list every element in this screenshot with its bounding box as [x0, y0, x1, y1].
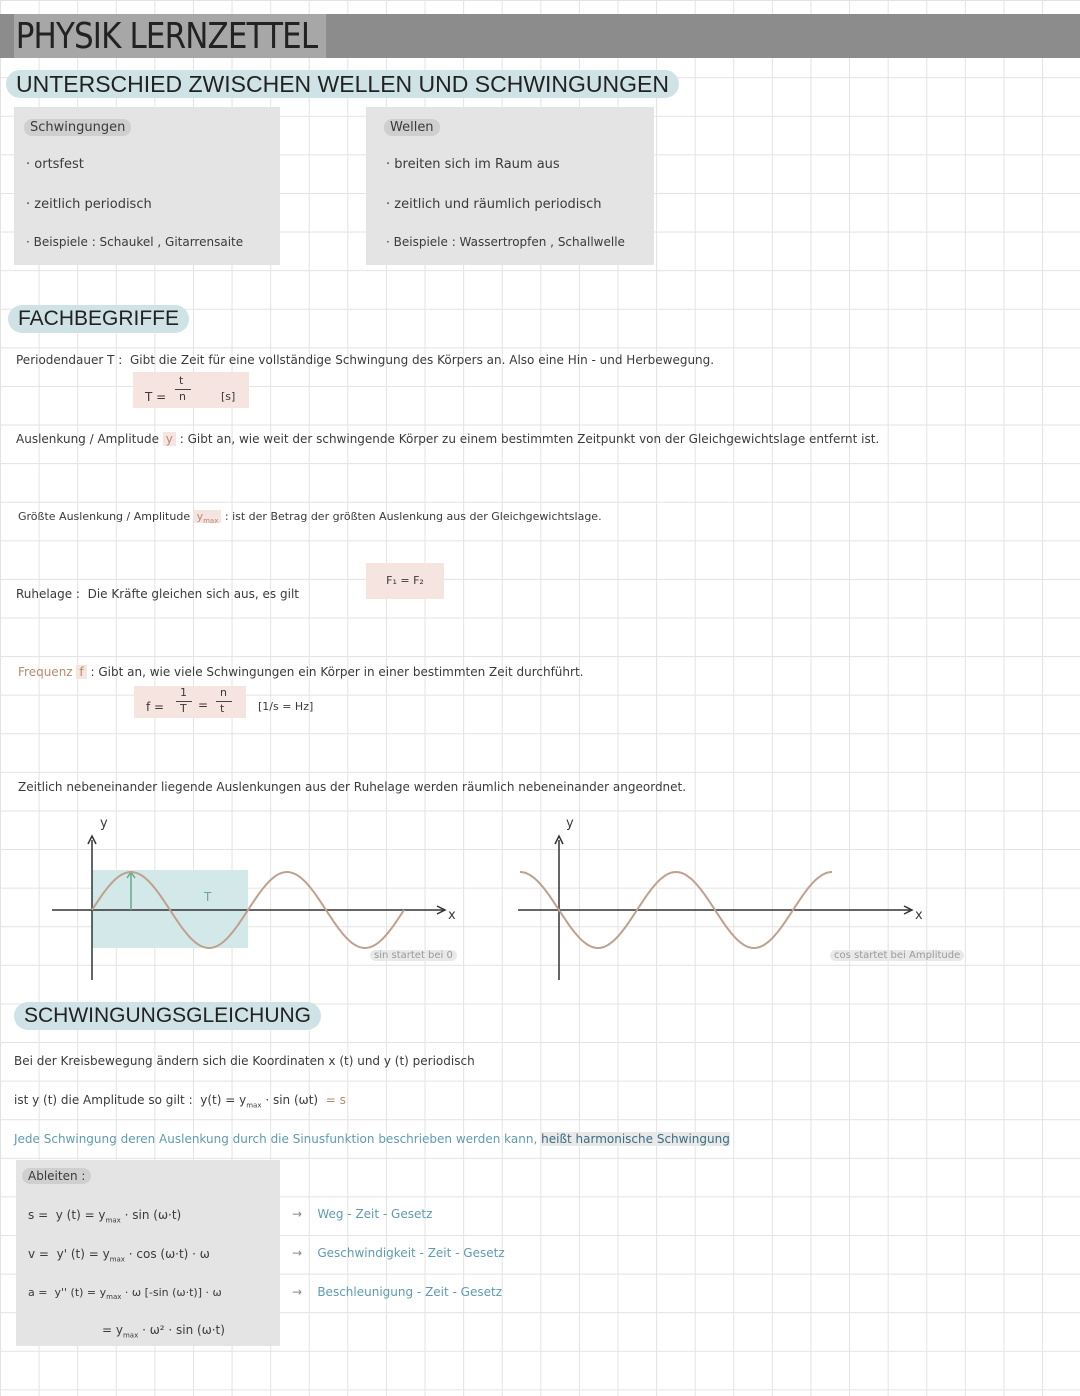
groesste-term: Größte Auslenkung / Amplitude: [18, 510, 191, 523]
frequenz-unit: [1/s = Hz]: [258, 700, 314, 713]
ruhelage-line: [16, 587, 299, 601]
formula-equals: =: [198, 698, 209, 712]
auslenkung-term: Auslenkung / Amplitude: [16, 432, 159, 446]
y-axis-label-left: y: [100, 816, 108, 831]
x-axis-label-right: x: [915, 908, 923, 923]
formula-denominator: T: [180, 702, 187, 715]
ableiten-box: [16, 1160, 280, 1346]
sin-caption: sin startet bei 0: [370, 950, 457, 961]
periodendauer-formula: [133, 372, 249, 408]
list-item: · zeitlich periodisch: [26, 197, 152, 212]
formula-lhs: T =: [145, 390, 167, 404]
list-item: · zeitlich und räumlich periodisch: [386, 197, 602, 212]
ableiten-label: Ableiten :: [22, 1168, 91, 1184]
list-item: · breiten sich im Raum aus: [386, 157, 560, 172]
groesste-text: : ist der Betrag der größten Auslenkung aus der Gleichgewichtslage.: [224, 510, 602, 523]
section-heading-schwingungsgleichung: SCHWINGUNGSGLEICHUNG: [14, 1002, 321, 1030]
page-title: PHYSIK LERNZETTEL: [14, 14, 326, 58]
groesste-line: [18, 510, 602, 525]
frequenz-term: Frequenz: [18, 665, 73, 679]
ableiten-row: v = y' $(t) = y_{max} \cdot \cos (\omega\cdot t) \cdot \omega$: [28, 1247, 210, 1264]
law-beschleunigung: → Beschleunigung - Zeit - Gesetz: [292, 1285, 502, 1299]
law-weg: → Weg - Zeit - Gesetz: [292, 1207, 433, 1221]
formula-denominator: n: [179, 390, 186, 403]
frequenz-line: [18, 665, 583, 679]
graph-note: Zeitlich nebeneinander liegende Auslenkungen aus der Ruhelage werden räumlich nebeneinander angeordnet.: [18, 780, 687, 794]
ableiten-result: = $y_{max} \cdot \omega^2 \cdot \sin (\omega\cdot t)$: [102, 1323, 225, 1340]
formula-numerator: n: [220, 686, 227, 699]
list-item: · ortsfest: [26, 157, 84, 172]
kreisbewegung-line: Bei der Kreisbewegung ändern sich die Koordinaten x (t) und y (t) periodisch: [14, 1054, 475, 1068]
section-heading-unterschied: UNTERSCHIED ZWISCHEN WELLEN UND SCHWINGUNGEN: [6, 70, 679, 98]
formula-numerator: 1: [180, 686, 187, 699]
list-item: · Beispiele : Schaukel , Gitarrensaite: [26, 235, 244, 249]
auslenkung-line: [16, 432, 879, 446]
y-axis-label-right: y: [566, 816, 574, 831]
ableiten-row: a = y'' $(t) = y_{max} \cdot \omega$ [-sin (ω·t)] · ω: [28, 1286, 222, 1302]
auslenkung-text: : Gibt an, wie weit der schwingende Körper zu einem bestimmten Zeitpunkt von der Gleichgewichtslage entfernt ist.: [179, 432, 880, 446]
formula-denominator: t: [220, 702, 225, 715]
groesste-symbol: $y_{max}$: [194, 510, 222, 523]
harmonisch-line: Jede Schwingung deren Auslenkung durch die Sinusfunktion beschrieben werden kann, heißt harmonische Schwingung: [14, 1132, 730, 1146]
cos-caption: cos startet bei Amplitude: [830, 950, 964, 961]
ruhelage-formula: F₁ = F₂: [366, 563, 444, 599]
periodendauer-label: Periodendauer T :: [16, 353, 123, 367]
formula-lhs: f =: [146, 700, 165, 714]
period-label: T: [204, 890, 212, 904]
formula-numerator: t: [179, 374, 184, 387]
periodendauer-term: [16, 353, 714, 367]
list-item: · Beispiele : Wassertropfen , Schallwelle: [386, 235, 625, 249]
wellen-box: [366, 107, 654, 265]
wave-graphs: [0, 800, 1080, 990]
periodendauer-text: Gibt die Zeit für eine vollständige Schwingung des Körpers an. Also eine Hin - und Herbewegung.: [129, 353, 715, 367]
frequenz-text: : Gibt an, wie viele Schwingungen ein Körper in einer bestimmten Zeit durchführt.: [90, 665, 584, 679]
ableiten-row: s = y $(t) = y_{max} \cdot \sin (\omega\cdot t)$: [28, 1208, 182, 1225]
formula-unit: [s]: [221, 390, 236, 403]
law-geschwindigkeit: → Geschwindigkeit - Zeit - Gesetz: [292, 1246, 505, 1260]
wellen-label: Wellen: [384, 119, 440, 136]
frequenz-formula: [134, 686, 246, 718]
amplitude-line: ist y (t) die Amplitude so gilt : $y(t) = y_{max} \cdot \sin (\omega t) = s$: [14, 1093, 346, 1110]
section-heading-fachbegriffe: FACHBEGRIFFE: [8, 305, 189, 333]
schwingungen-box: [14, 107, 280, 265]
schwingungen-label: Schwingungen: [24, 119, 131, 136]
ruhelage-term: Ruhelage :: [16, 587, 80, 601]
ruhelage-text: Die Kräfte gleichen sich aus, es gilt: [87, 587, 299, 601]
auslenkung-symbol: y: [163, 432, 176, 446]
frequenz-symbol: f: [76, 665, 86, 679]
x-axis-label-left: x: [448, 908, 456, 923]
